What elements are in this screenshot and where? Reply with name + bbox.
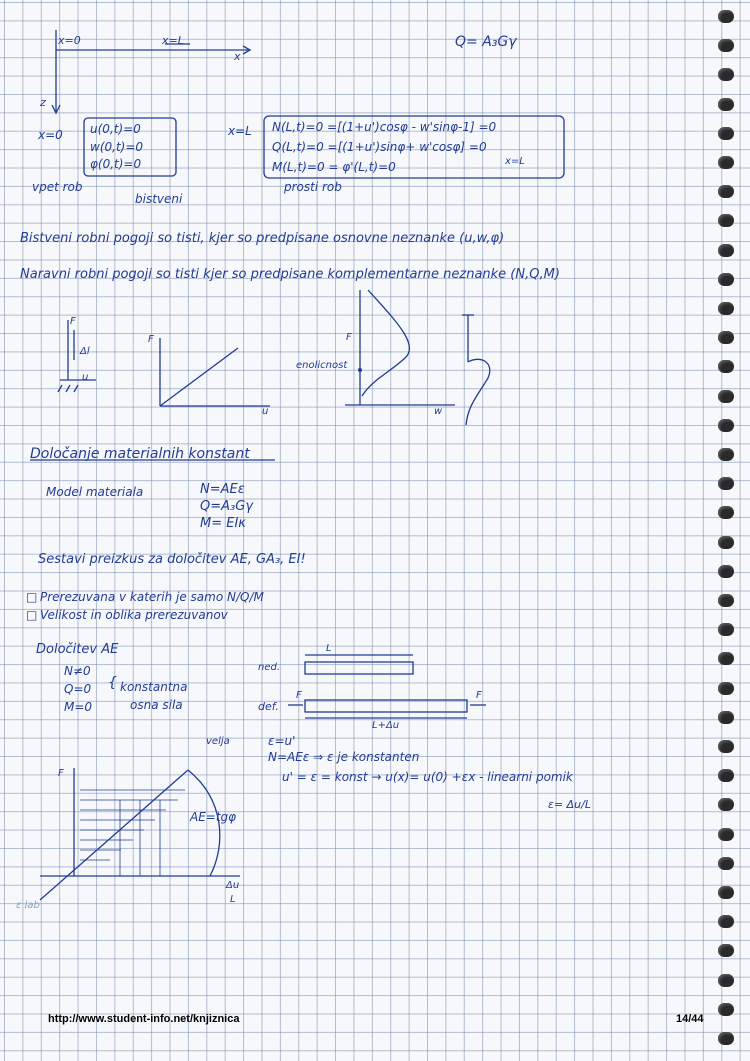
- spiral-hole: [718, 244, 734, 257]
- ned-label: ned.: [258, 662, 281, 673]
- q-formula: Q= A₃Gγ: [455, 34, 517, 50]
- bistveni-label: bistveni: [135, 192, 183, 206]
- bc-x0-label: x=0: [38, 128, 63, 142]
- checkbox-icon: □: [26, 590, 38, 604]
- check2-text: Velikost in oblika prerezuvanov: [40, 608, 228, 622]
- spiral-hole: [718, 1032, 734, 1045]
- model-label: Model materiala: [46, 485, 144, 499]
- axis-xL: x=L: [162, 34, 184, 47]
- spiral-hole: [718, 915, 734, 928]
- model-eq: Q=A₃Gγ: [200, 499, 253, 514]
- fig3-label: enolicnost: [296, 360, 348, 371]
- fig3-point: [358, 368, 362, 372]
- axis-x0: x=0: [58, 34, 81, 47]
- bc-xL-label: x=L: [228, 124, 252, 138]
- bc-x0-line: φ(0,t)=0: [90, 157, 142, 171]
- spiral-hole: [718, 390, 734, 403]
- spiral-hole: [718, 623, 734, 636]
- fig4-hatching: [80, 790, 185, 876]
- fig1-hatch: [66, 385, 70, 392]
- spiral-hole: [718, 798, 734, 811]
- eps-eq3: u' = ε = konst → u(x)= u(0) +εx - linearni pomik: [282, 770, 573, 784]
- def-label: def.: [258, 700, 279, 713]
- fig4-line: [40, 770, 188, 900]
- dolocitev-ae: Določitev AE: [36, 642, 119, 657]
- spiral-hole: [718, 10, 734, 23]
- fig1-dl: Δl: [80, 346, 90, 357]
- essential-bc-text: Bistveni robni pogoji so tisti, kjer so predpisane osnovne neznanke (u,w,φ): [20, 231, 505, 246]
- fig1-u: u: [82, 372, 89, 383]
- eps-eq1: ε=u': [268, 734, 296, 748]
- spiral-hole: [718, 828, 734, 841]
- fig1-hatch: [74, 385, 78, 392]
- eps-eq2: N=AEε ⇒ ε je konstanten: [268, 750, 420, 764]
- bar-Ldu: L+Δu: [372, 720, 400, 731]
- spiral-hole: [718, 682, 734, 695]
- spiral-hole: [718, 944, 734, 957]
- spiral-hole: [718, 214, 734, 227]
- konstantna: konstantna: [120, 680, 188, 694]
- spiral-hole: [718, 185, 734, 198]
- axis-x: x: [234, 50, 241, 63]
- spiral-hole: [718, 68, 734, 81]
- spiral-hole: [718, 857, 734, 870]
- spiral-hole: [718, 477, 734, 490]
- fig2-u: u: [262, 406, 269, 417]
- spiral-holes: [718, 6, 744, 1056]
- spiral-hole: [718, 506, 734, 519]
- bc-xL-line: N(L,t)=0 =[(1+u')cosφ - w'sinφ-1] =0: [272, 120, 497, 134]
- spiral-hole: [718, 331, 734, 344]
- spiral-hole: [718, 565, 734, 578]
- bc-x0-line: u(0,t)=0: [90, 122, 141, 136]
- fig2-line: [160, 348, 238, 406]
- spiral-hole: [718, 98, 734, 111]
- vpet-rob: vpet rob: [32, 180, 83, 194]
- fig4-F: F: [58, 768, 64, 779]
- cond-line: Q=0: [64, 682, 92, 696]
- fig3-F: F: [346, 332, 352, 343]
- bar-L: L: [326, 643, 332, 654]
- fig4-side-note: ε lab: [16, 900, 40, 911]
- prosti-rob: prosti rob: [284, 180, 342, 194]
- axis-z: z: [40, 96, 46, 109]
- fig1-hatch: [58, 385, 62, 392]
- cond-line: M=0: [64, 700, 93, 714]
- fig4-L: L: [230, 894, 236, 905]
- spiral-hole: [718, 886, 734, 899]
- model-eq: M= EIκ: [200, 516, 246, 531]
- spiral-hole: [718, 273, 734, 286]
- spiral-hole: [718, 448, 734, 461]
- fig3-w: w: [434, 406, 443, 417]
- spiral-hole: [718, 1003, 734, 1016]
- fig4-du: Δu: [226, 880, 240, 891]
- spiral-hole: [718, 652, 734, 665]
- fig1-F: F: [70, 316, 76, 327]
- spiral-hole: [718, 419, 734, 432]
- fig2-F: F: [148, 334, 154, 345]
- bc-x0-line: w(0,t)=0: [90, 140, 144, 154]
- osna-sila: osna sila: [130, 698, 183, 712]
- model-eq: N=AEε: [200, 482, 245, 497]
- strain-note: velja: [206, 736, 230, 747]
- bar-F-right: F: [476, 690, 482, 701]
- spiral-hole: [718, 536, 734, 549]
- heading-material: Določanje materialnih konstant: [30, 446, 250, 462]
- cond-line: N≠0: [64, 664, 91, 678]
- footer-page: 14/44: [676, 1013, 704, 1025]
- spiral-hole: [718, 360, 734, 373]
- fig3-curve: [362, 290, 410, 396]
- spiral-hole: [718, 740, 734, 753]
- footer-url: http://www.student-info.net/knjiznica: [48, 1013, 240, 1025]
- sestavi-text: Sestavi preizkus za določitev AE, GA₃, EI!: [38, 552, 306, 567]
- spiral-hole: [718, 769, 734, 782]
- bc-xL-line: Q(L,t)=0 =[(1+u')sinφ+ w'cosφ] =0: [272, 140, 487, 154]
- bar-F-left: F: [296, 690, 302, 701]
- spiral-hole: [718, 594, 734, 607]
- bc-xL-sub: x=L: [505, 156, 525, 167]
- spiral-hole: [718, 711, 734, 724]
- brace-icon: {: [108, 675, 117, 691]
- spiral-hole: [718, 302, 734, 315]
- spiral-hole: [718, 127, 734, 140]
- fig3b-rope: [466, 359, 490, 425]
- bc-xL-line: M(L,t)=0 = φ'(L,t)=0: [272, 160, 396, 174]
- bar-undeformed: [305, 662, 413, 674]
- bar-deformed: [305, 700, 467, 712]
- fig4-AE: AE=tgφ: [190, 810, 237, 824]
- natural-bc-text: Naravni robni pogoji so tisti kjer so predpisane komplementarne neznanke (N,Q,M): [20, 267, 560, 282]
- spiral-hole: [718, 39, 734, 52]
- spiral-hole: [718, 156, 734, 169]
- spiral-hole: [718, 974, 734, 987]
- checkbox-icon: □: [26, 608, 38, 622]
- eps-eq4: ε= Δu/L: [548, 798, 591, 811]
- check1-text: Prerezuvana v katerih je samo N/Q/M: [40, 590, 264, 604]
